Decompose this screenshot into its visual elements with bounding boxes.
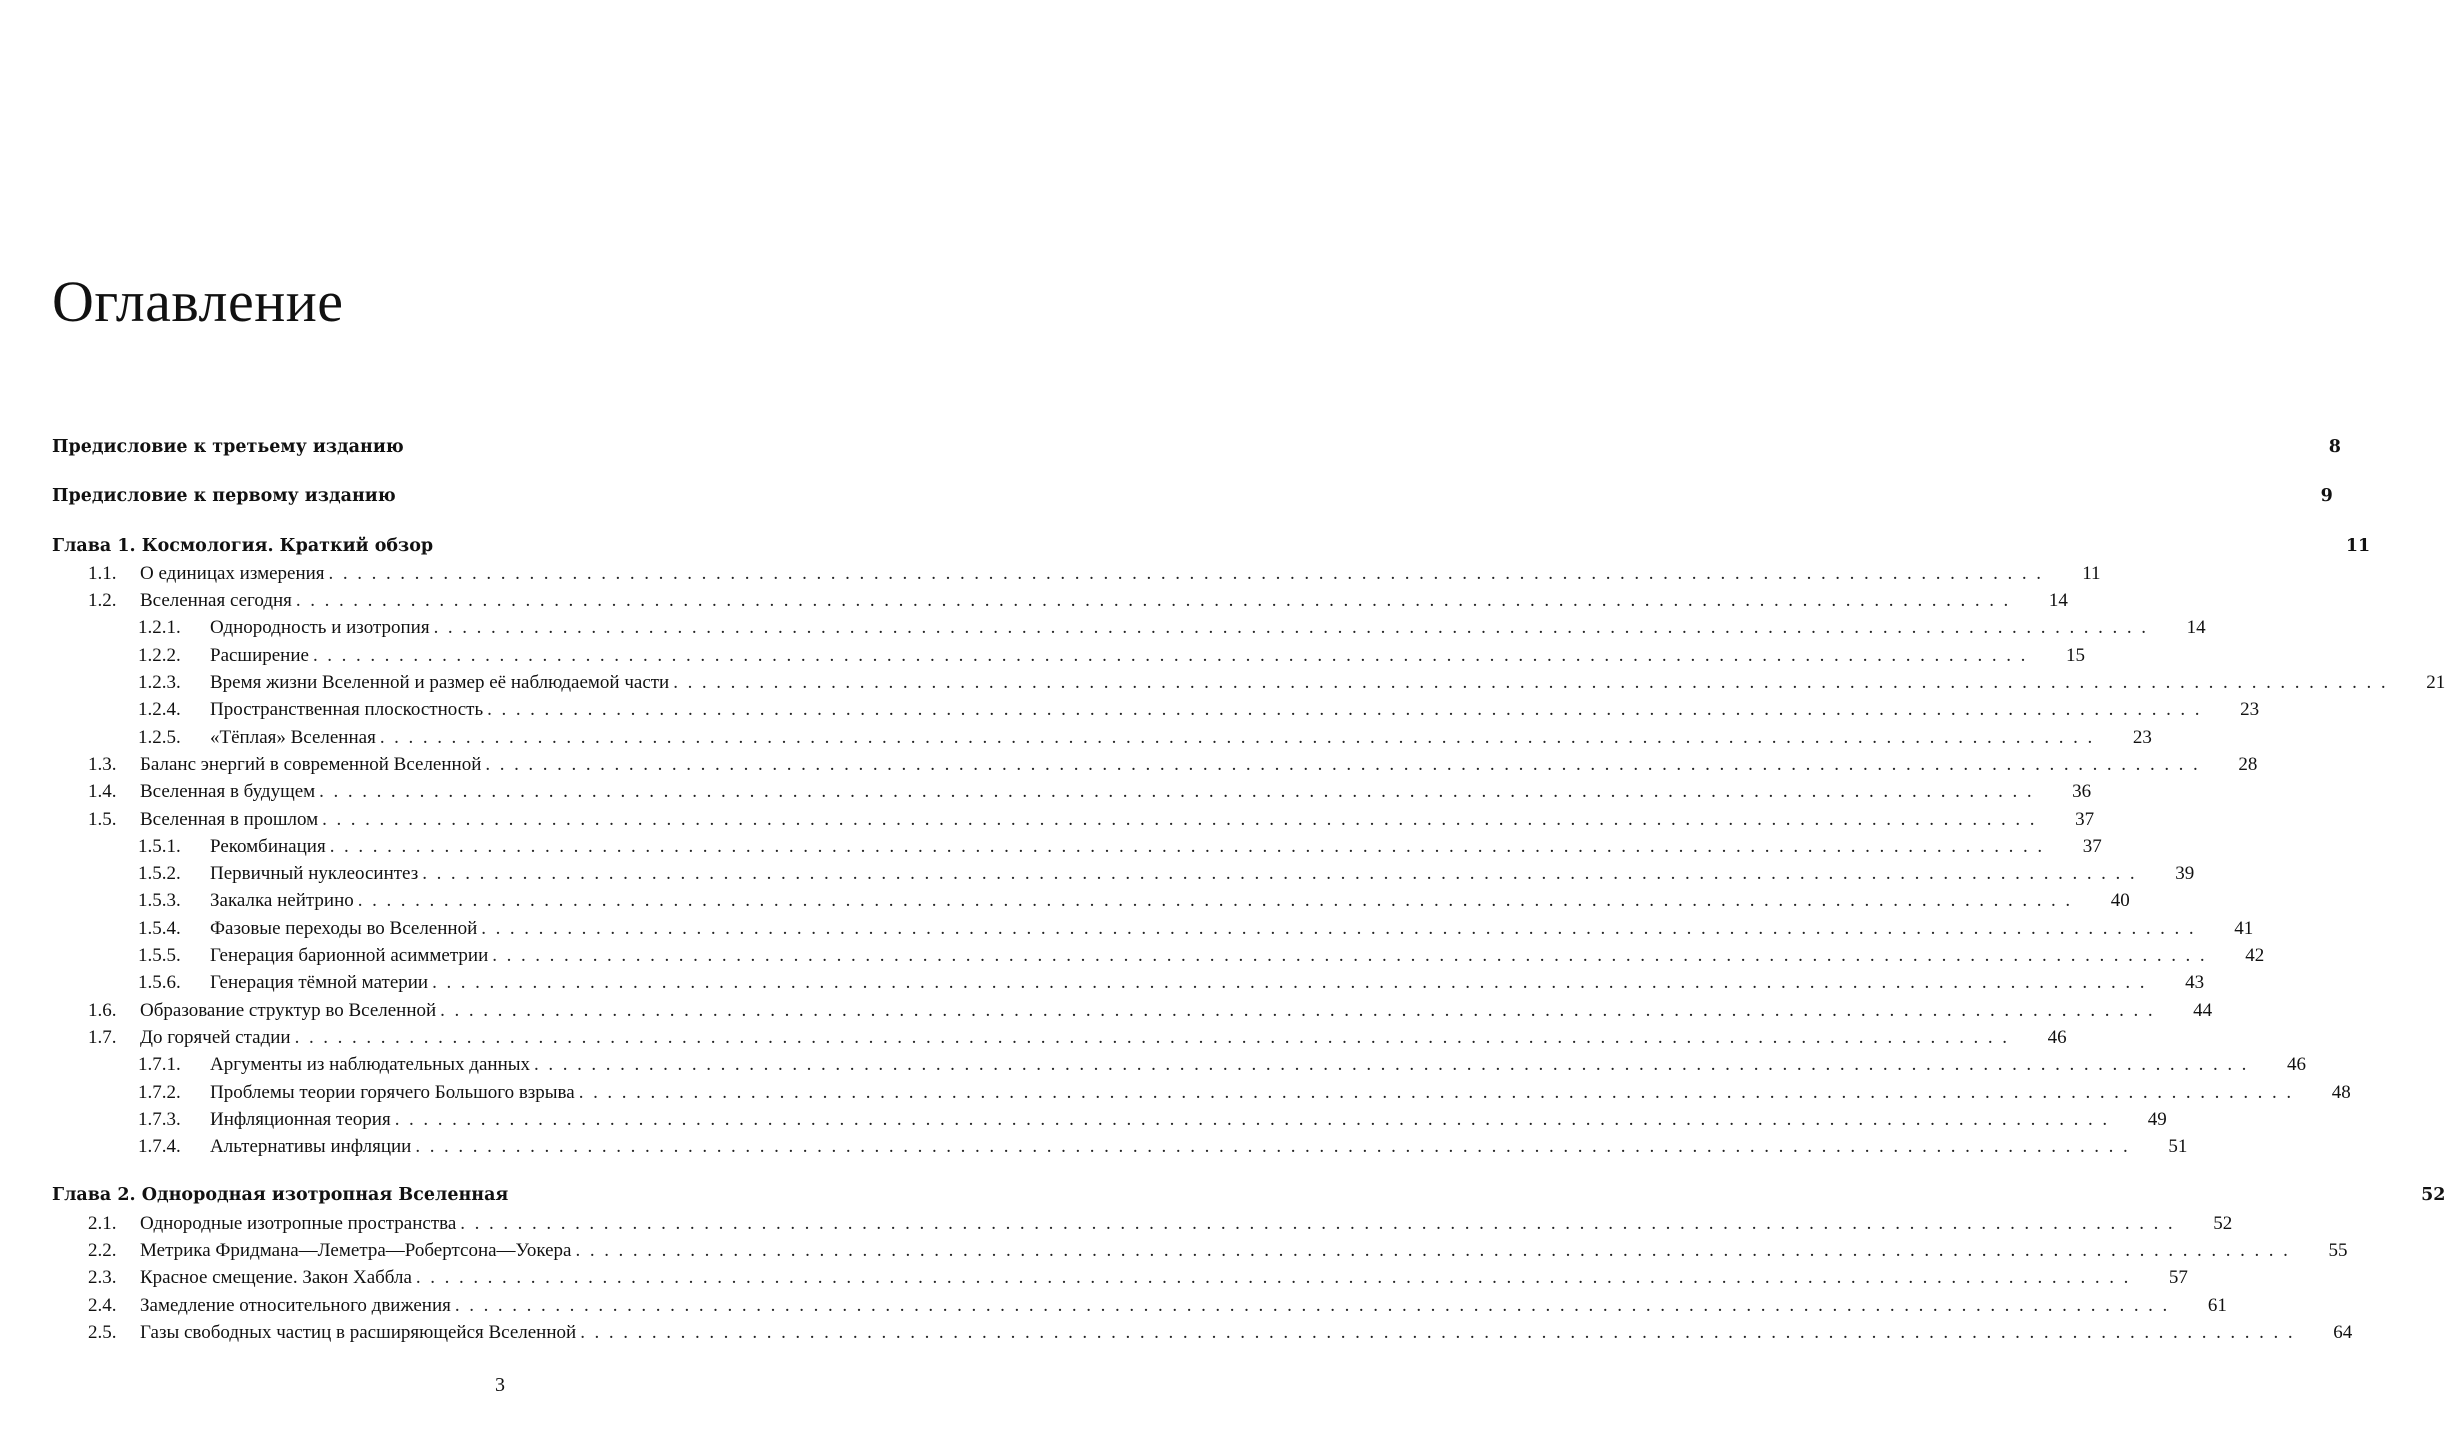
toc-entry-label: Баланс энергий в современной Вселенной <box>140 751 485 778</box>
toc-chapter-entry[interactable] <box>52 434 2341 461</box>
toc-subsection-entry[interactable] <box>52 1106 2167 1133</box>
toc-entry-page: 36 <box>2041 778 2091 805</box>
toc-entry-page: 44 <box>2162 997 2212 1024</box>
toc-entry-number: 1.5.6. <box>138 972 181 994</box>
toc-entry-number: 1.5.4. <box>138 917 181 939</box>
toc-entry-number: 1.2.4. <box>138 699 181 721</box>
toc-subsection-entry[interactable] <box>52 724 2152 751</box>
toc-entry-number: 1.6. <box>88 999 117 1021</box>
toc-leader-dots: ........................................................................................................................ <box>492 945 2215 967</box>
toc-leader-dots: ........................................................................................................................ <box>481 917 2204 939</box>
toc-subsection-entry[interactable] <box>52 860 2195 887</box>
toc-entry-page: 55 <box>2298 1237 2348 1264</box>
toc-leader-dots: ........................................................................................................................ <box>575 1240 2298 1262</box>
toc-leader-dots: ........................................................................................................................ <box>580 1321 2303 1343</box>
toc-entry-label: Вселенная в прошлом <box>140 806 322 833</box>
toc-entry-label: Образование структур во Вселенной <box>140 997 440 1024</box>
toc-entry-label: Глава 1. Космология. Краткий обзор <box>52 533 437 560</box>
toc-entry-number: 1.7.2. <box>138 1081 181 1103</box>
toc-leader-dots: ........................................................................................................................ <box>394 1108 2117 1130</box>
toc-entry-page: 37 <box>2044 806 2094 833</box>
table-of-contents <box>52 434 2445 1346</box>
toc-leader-dots: ........................................................................................................................ <box>454 1294 2177 1316</box>
toc-section-entry[interactable] <box>52 1319 2353 1346</box>
toc-entry-page: 28 <box>2207 751 2257 778</box>
page-title: Оглавление <box>52 269 344 334</box>
toc-entry-label: Рекомбинация <box>210 833 330 860</box>
toc-leader-dots: ........................................................................................................................ <box>295 590 2018 612</box>
toc-entry-number: 2.1. <box>88 1212 117 1234</box>
toc-subsection-entry[interactable] <box>52 642 2085 669</box>
toc-section-entry[interactable] <box>52 1237 2348 1264</box>
toc-chapter-entry[interactable] <box>52 483 2333 510</box>
toc-entry-number: 1.5.5. <box>138 945 181 967</box>
toc-entry-page: 42 <box>2214 942 2264 969</box>
toc-entry-number: 1.4. <box>88 781 117 803</box>
toc-entry-number: 1.1. <box>88 562 117 584</box>
toc-leader-dots: ........................................................................................................................ <box>578 1081 2301 1103</box>
toc-leader-dots: ........................................................................................................................ <box>460 1212 2183 1234</box>
toc-entry-label: Закалка нейтрино <box>210 887 358 914</box>
toc-entry-label: Генерация тёмной материи <box>210 969 432 996</box>
toc-subsection-entry[interactable] <box>52 1133 2188 1160</box>
toc-entry-page: 11 <box>2320 533 2370 560</box>
toc-entry-label: Фазовые переходы во Вселенной <box>210 915 481 942</box>
toc-entry-label: Проблемы теории горячего Большого взрыва <box>210 1079 579 1106</box>
toc-entry-label: Предисловие к первому изданию <box>52 483 400 510</box>
toc-gap <box>52 511 882 533</box>
toc-leader-dots: ........................................................................................................................ <box>322 808 2045 830</box>
toc-entry-page: 52 <box>2395 1182 2445 1209</box>
toc-leader-dots: ........................................................................................................................ <box>312 644 2035 666</box>
toc-entry-page: 64 <box>2302 1319 2352 1346</box>
toc-entry-page: 61 <box>2177 1292 2227 1319</box>
page-number: 3 <box>495 1374 505 1396</box>
toc-entry-number: 1.5. <box>88 808 117 830</box>
toc-entry-page: 21 <box>2395 669 2445 696</box>
toc-entry-label: Альтернативы инфляции <box>210 1133 415 1160</box>
toc-entry-page: 39 <box>2144 860 2194 887</box>
toc-subsection-entry[interactable] <box>52 669 2445 696</box>
toc-entry-number: 2.3. <box>88 1267 117 1289</box>
toc-leader-dots: ........................................................................................................................ <box>432 972 2155 994</box>
toc-entry-label: Аргументы из наблюдательных данных <box>210 1051 534 1078</box>
toc-leader-dots: ........................................................................................................................ <box>534 1054 2257 1076</box>
toc-entry-label: Метрика Фридмана—Леметра—Робертсона—Уокера <box>140 1237 576 1264</box>
toc-subsection-entry[interactable] <box>52 942 2265 969</box>
toc-entry-label: Первичный нуклеосинтез <box>210 860 422 887</box>
toc-subsection-entry[interactable] <box>52 614 2206 641</box>
toc-entry-page: 14 <box>2018 587 2068 614</box>
toc-entry-number: 2.4. <box>88 1294 117 1316</box>
toc-entry-number: 1.7.4. <box>138 1136 181 1158</box>
toc-entry-label: Генерация барионной асимметрии <box>210 942 492 969</box>
toc-section-entry[interactable] <box>52 806 2095 833</box>
toc-subsection-entry[interactable] <box>52 887 2130 914</box>
toc-entry-page: 23 <box>2102 724 2152 751</box>
toc-entry-label: Газы свободных частиц в расширяющейся Вселенной <box>140 1319 580 1346</box>
toc-entry-page: 11 <box>2051 560 2101 587</box>
toc-leader-dots: ........................................................................................................................ <box>415 1267 2138 1289</box>
toc-entry-number: 1.2.5. <box>138 726 181 748</box>
toc-entry-number: 1.7. <box>88 1026 117 1048</box>
toc-leader-dots: ........................................................................................................................ <box>329 835 2052 857</box>
toc-section-entry[interactable] <box>52 1264 2188 1291</box>
toc-entry-page: 9 <box>2283 483 2333 510</box>
toc-section-entry[interactable] <box>52 1210 2233 1237</box>
toc-entry-page: 23 <box>2209 696 2259 723</box>
toc-entry-page: 49 <box>2117 1106 2167 1133</box>
toc-entry-label: Время жизни Вселенной и размер её наблюдаемой части <box>210 669 673 696</box>
toc-entry-page: 41 <box>2203 915 2253 942</box>
toc-entry-label: О единицах измерения <box>140 560 329 587</box>
toc-entry-label: «Тёплая» Вселенная <box>210 724 380 751</box>
toc-entry-number: 1.5.2. <box>138 863 181 885</box>
toc-leader-dots: ........................................................................................................................ <box>433 617 2156 639</box>
toc-leader-dots: ........................................................................................................................ <box>415 1136 2138 1158</box>
toc-entry-label: Однородные изотропные пространства <box>140 1210 460 1237</box>
toc-entry-label: Однородность и изотропия <box>210 614 434 641</box>
toc-entry-page: 8 <box>2291 434 2341 461</box>
toc-gap <box>52 1160 882 1182</box>
toc-chapter-entry[interactable] <box>52 1182 2445 1209</box>
toc-entry-number: 1.7.1. <box>138 1054 181 1076</box>
toc-entry-page: 48 <box>2301 1079 2351 1106</box>
toc-entry-label: Глава 2. Однородная изотропная Вселенная <box>52 1182 512 1209</box>
toc-section-entry[interactable] <box>52 751 2258 778</box>
toc-section-entry[interactable] <box>52 1292 2227 1319</box>
toc-section-entry[interactable] <box>52 997 2213 1024</box>
toc-entry-label: Замедление относительного движения <box>140 1292 455 1319</box>
toc-entry-page: 37 <box>2052 833 2102 860</box>
toc-leader-dots: ........................................................................................................................ <box>673 672 2396 694</box>
toc-subsection-entry[interactable] <box>52 696 2260 723</box>
toc-entry-number: 1.5.1. <box>138 835 181 857</box>
toc-leader-dots: ........................................................................................................................ <box>357 890 2080 912</box>
toc-entry-number: 2.2. <box>88 1240 117 1262</box>
toc-entry-label: Инфляционная теория <box>210 1106 395 1133</box>
toc-entry-number: 1.2. <box>88 590 117 612</box>
toc-entry-number: 2.5. <box>88 1321 117 1343</box>
toc-entry-page: 51 <box>2137 1133 2187 1160</box>
toc-subsection-entry[interactable] <box>52 969 2205 996</box>
toc-entry-label: Вселенная в будущем <box>140 778 319 805</box>
toc-entry-number: 1.7.3. <box>138 1108 181 1130</box>
toc-section-entry[interactable] <box>52 560 2101 587</box>
toc-entry-number: 1.2.2. <box>138 644 181 666</box>
toc-subsection-entry[interactable] <box>52 915 2254 942</box>
toc-subsection-entry[interactable] <box>52 1079 2351 1106</box>
toc-entry-number: 1.2.1. <box>138 617 181 639</box>
toc-section-entry[interactable] <box>52 587 2068 614</box>
toc-entry-page: 15 <box>2035 642 2085 669</box>
toc-leader-dots: ........................................................................................................................ <box>422 863 2145 885</box>
toc-entry-page: 40 <box>2080 887 2130 914</box>
toc-entry-label: До горячей стадии <box>140 1024 295 1051</box>
toc-entry-label: Предисловие к третьему изданию <box>52 434 408 461</box>
toc-leader-dots: ........................................................................................................................ <box>319 781 2042 803</box>
toc-entry-page: 57 <box>2138 1264 2188 1291</box>
toc-leader-dots: ........................................................................................................................ <box>487 699 2210 721</box>
toc-leader-dots: ........................................................................................................................ <box>328 562 2051 584</box>
toc-subsection-entry[interactable] <box>52 1051 2307 1078</box>
toc-entry-page: 46 <box>2017 1024 2067 1051</box>
toc-section-entry[interactable] <box>52 1024 2067 1051</box>
toc-subsection-entry[interactable] <box>52 833 2102 860</box>
toc-gap <box>52 461 882 483</box>
toc-entry-page: 46 <box>2256 1051 2306 1078</box>
toc-entry-page: 52 <box>2182 1210 2232 1237</box>
toc-leader-dots: ........................................................................................................................ <box>440 999 2163 1021</box>
toc-entry-page: 14 <box>2156 614 2206 641</box>
toc-leader-dots: ........................................................................................................................ <box>485 753 2208 775</box>
toc-section-entry[interactable] <box>52 778 2092 805</box>
toc-leader-dots: ........................................................................................................................ <box>294 1026 2017 1048</box>
toc-entry-label: Красное смещение. Закон Хаббла <box>140 1264 416 1291</box>
toc-entry-label: Пространственная плоскостность <box>210 696 487 723</box>
toc-entry-label: Расширение <box>210 642 313 669</box>
toc-chapter-entry[interactable] <box>52 533 2371 560</box>
toc-leader-dots: ........................................................................................................................ <box>379 726 2102 748</box>
toc-entry-label: Вселенная сегодня <box>140 587 296 614</box>
toc-entry-number: 1.5.3. <box>138 890 181 912</box>
toc-entry-page: 43 <box>2154 969 2204 996</box>
toc-entry-number: 1.2.3. <box>138 672 181 694</box>
toc-entry-number: 1.3. <box>88 753 117 775</box>
